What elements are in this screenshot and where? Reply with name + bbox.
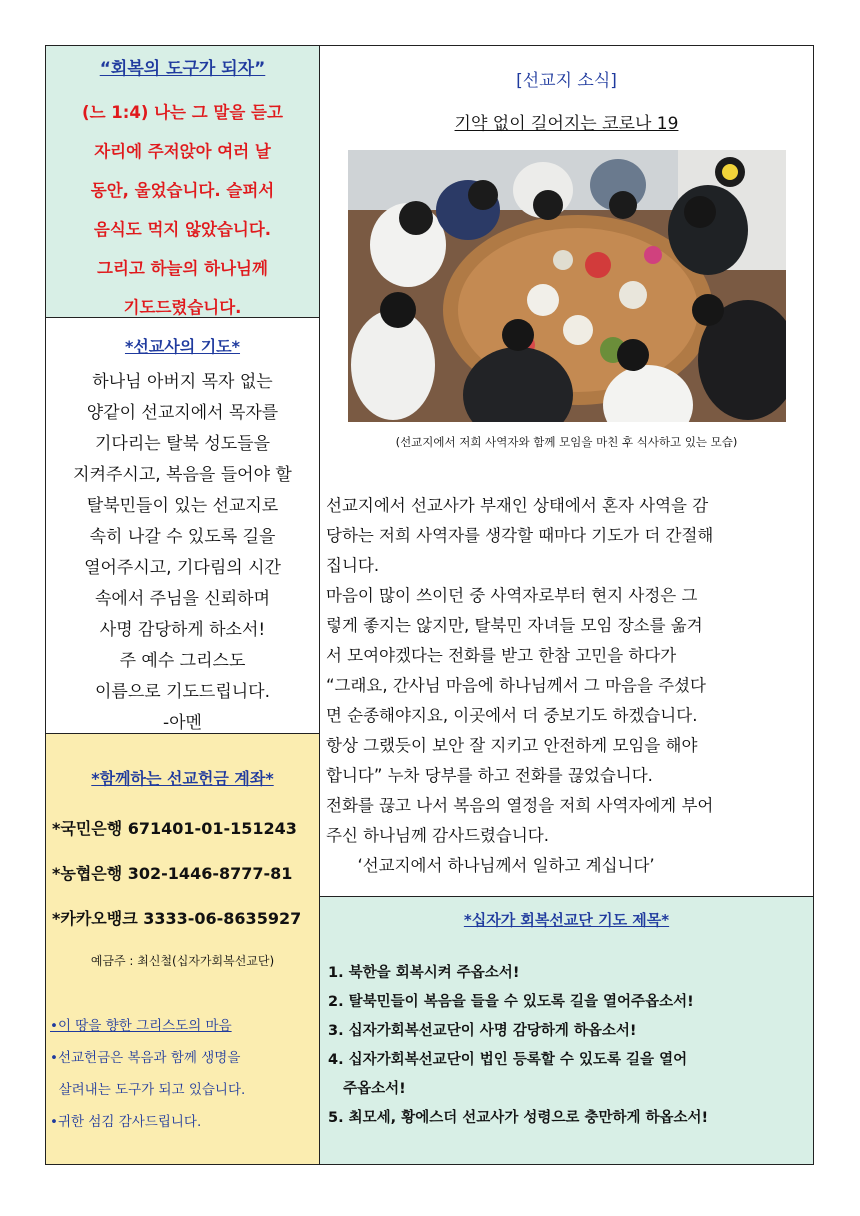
verse-line: 동안, 울었습니다. 슬퍼서 bbox=[90, 181, 275, 200]
prayer-line: 지켜주시고, 복음을 들어야 할 bbox=[73, 465, 292, 485]
prayer-topic-item: 5. 최모세, 황에스더 선교사가 성령으로 충만하게 하옵소서! bbox=[328, 1110, 709, 1126]
verse-line: 음식도 먹지 않았습니다. bbox=[93, 220, 272, 239]
offering-title: *함께하는 선교헌금 계좌* bbox=[91, 769, 274, 788]
article-line: 합니다” 누차 당부를 하고 전화를 끊었습니다. bbox=[326, 766, 653, 785]
article-line: 서 모여야겠다는 전화를 받고 한참 고민을 하다가 bbox=[326, 646, 677, 665]
prayer-topic-item: 2. 탈북민들이 복음을 들을 수 있도록 길을 열어주옵소서! bbox=[328, 994, 694, 1010]
prayer-line: 속히 나갈 수 있도록 길을 bbox=[89, 527, 276, 547]
article-line: 집니다. bbox=[326, 556, 380, 575]
verse-line: (느 1:4) 나는 그 말을 듣고 bbox=[82, 103, 283, 122]
prayer-topic-item: 3. 십자가회복선교단이 사명 감당하게 하옵소서! bbox=[328, 1023, 637, 1039]
newsletter-page bbox=[45, 45, 814, 1165]
photo-caption: (선교지에서 저희 사역자와 함께 모임을 마친 후 식사하고 있는 모습) bbox=[395, 435, 738, 449]
news-article bbox=[326, 491, 807, 881]
prayer-line: 양같이 선교지에서 목자를 bbox=[86, 403, 279, 423]
meal-photo bbox=[348, 150, 786, 422]
article-line: 면 순종해야지요, 이곳에서 더 중보기도 하겠습니다. bbox=[326, 706, 698, 725]
offering-note: •이 땅을 향한 그리스도의 마음 bbox=[50, 1018, 232, 1034]
article-line: 주신 하나님께 감사드렸습니다. bbox=[326, 826, 549, 845]
news-headline: 기약 없이 길어지는 코로나 19 bbox=[454, 114, 679, 134]
article-line: 당하는 저희 사역자를 생각할 때마다 기도가 더 간절해 bbox=[326, 526, 714, 545]
article-line: 렇게 좋지는 않지만, 탈북민 자녀들 모임 장소를 옮겨 bbox=[326, 616, 703, 635]
news-section-title: [선교지 소식] bbox=[516, 71, 617, 91]
offering-note: •선교헌금은 복음과 함께 생명을 bbox=[50, 1050, 241, 1066]
account-kookmin: *국민은행 671401-01-151243 bbox=[52, 819, 297, 838]
account-holder: 예금주 : 최신철(십자가회복선교단) bbox=[90, 954, 275, 968]
prayer-line: 기다리는 탈북 성도들을 bbox=[94, 434, 271, 454]
article-line: 선교지에서 선교사가 부재인 상태에서 혼자 사역을 감 bbox=[326, 496, 709, 515]
prayer-line: 탈북민들이 있는 선교지로 bbox=[86, 496, 279, 516]
prayer-topics-box bbox=[320, 897, 813, 1164]
prayer-line: 이름으로 기도드립니다. bbox=[94, 682, 271, 702]
prayer-line: 하나님 아버지 목자 없는 bbox=[92, 372, 273, 392]
prayer-line: 사명 감당하게 하소서! bbox=[99, 620, 266, 640]
prayer-line: 열어주시고, 기다림의 시간 bbox=[84, 558, 281, 578]
article-line: 전화를 끊고 나서 복음의 열정을 저희 사역자에게 부어 bbox=[326, 796, 714, 815]
article-line: “그래요, 간사님 마음에 하나님께서 그 마음을 주셨다 bbox=[326, 676, 706, 695]
verse-line: 기도드렸습니다. bbox=[123, 298, 242, 317]
article-line: 마음이 많이 쓰이던 중 사역자로부터 현지 사정은 그 bbox=[326, 586, 698, 605]
verse-line: 그리고 하늘의 하나님께 bbox=[97, 259, 268, 278]
verse-title: “회복의 도구가 되자” bbox=[99, 59, 266, 79]
offering-note: •귀한 섬김 감사드립니다. bbox=[50, 1114, 202, 1130]
account-kakaobank: *카카오뱅크 3333-06-8635927 bbox=[52, 909, 302, 928]
verse-line: 자리에 주저앉아 여러 날 bbox=[94, 142, 271, 161]
article-line: 항상 그랬듯이 보안 잘 지키고 안전하게 모임을 해야 bbox=[326, 736, 698, 755]
missionary-prayer-box bbox=[46, 318, 319, 734]
prayer-topic-item: 4. 십자가회복선교단이 법인 등록할 수 있도록 길을 열어 bbox=[328, 1052, 688, 1068]
offering-note: 살려내는 도구가 되고 있습니다. bbox=[50, 1082, 246, 1098]
prayer-topics-list bbox=[328, 959, 708, 1133]
prayer-text bbox=[46, 367, 319, 739]
prayer-topic-item: 주옵소서! bbox=[328, 1081, 406, 1097]
mission-news-box bbox=[320, 46, 813, 897]
article-line: ‘선교지에서 하나님께서 일하고 계십니다’ bbox=[326, 856, 655, 875]
prayer-line: -아멘 bbox=[163, 713, 202, 733]
right-column bbox=[320, 46, 813, 1164]
account-nonghyup: *농협은행 302-1446-8777-81 bbox=[52, 864, 293, 883]
offering-account-box bbox=[46, 734, 319, 1164]
prayer-topic-item: 1. 북한을 회복시켜 주옵소서! bbox=[328, 965, 520, 981]
verse-text bbox=[46, 93, 319, 327]
prayer-line: 속에서 주님을 신뢰하며 bbox=[94, 589, 271, 609]
prayer-title: *선교사의 기도* bbox=[124, 337, 241, 356]
left-column bbox=[46, 46, 320, 1164]
prayer-line: 주 예수 그리스도 bbox=[119, 651, 246, 671]
prayer-topics-title: *십자가 회복선교단 기도 제목* bbox=[463, 911, 670, 929]
verse-box bbox=[46, 46, 319, 318]
